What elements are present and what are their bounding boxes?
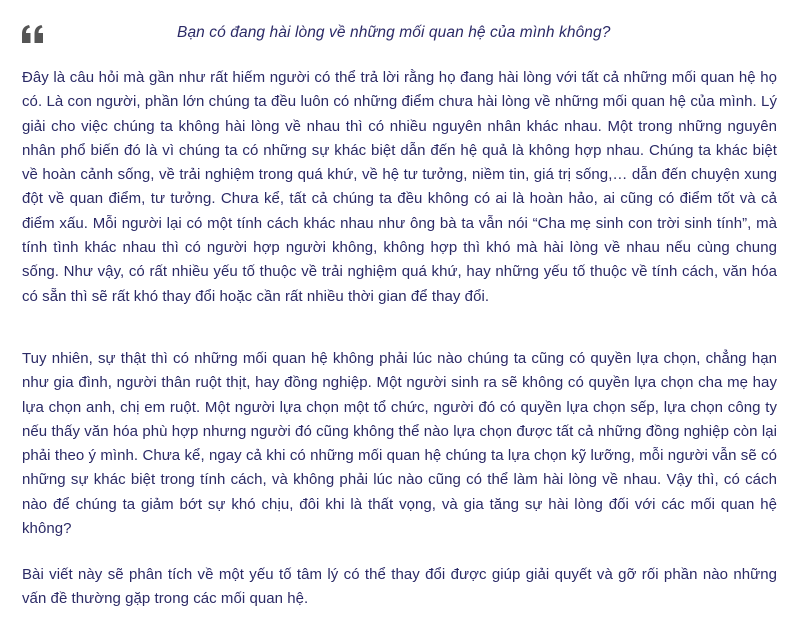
pull-quote — [22, 22, 782, 52]
quote-icon — [22, 25, 44, 43]
paragraph-2: Tuy nhiên, sự thật thì có những mối quan hệ không phải lúc nào chúng ta cũng có quyền lựa chọn, chẳng hạn như gia đình, người thân ruột thịt, hay đồng nghiệp. Một người sinh ra sẽ không có quyền lựa chọn cha mẹ hay lựa chọn anh, chị em ruột. Một người lựa chọn một tổ chức, người đó có quyền lựa chọn sếp, lựa chọn công ty nếu thấy văn hóa phù hợp nhưng người đó cũng không thể nào lựa chọn được tất cả những đồng nghiệp còn lại phải theo ý mình. Chưa kể, ngay cả khi có những mối quan hệ chúng ta lựa chọn kỹ lưỡng, mỗi người vẫn sẽ có những sự khác biệt trong tính cách, và không phải lúc nào cũng có thể làm hài lòng về nhau. Vậy thì, có cách nào để chúng ta giảm bớt sự khó chịu, đôi khi là thất vọng, và gia tăng sự hài lòng đối với các mối quan hệ không? — [22, 350, 777, 538]
quote-text: Bạn có đang hài lòng về những mối quan hệ của mình không? — [177, 24, 611, 41]
paragraph-3: Bài viết này sẽ phân tích về một yếu tố tâm lý có thể thay đổi được giúp giải quyết và gỡ rối phần nào những vấn đề thường gặp trong các mối quan hệ. — [22, 566, 777, 608]
paragraph-1: Đây là câu hỏi mà gần như rất hiếm người có thể trả lời rằng họ đang hài lòng với tất cả những mối quan hệ họ có. Là con người, phần lớn chúng ta đều luôn có những điểm chưa hài lòng về những mối quan hệ của mình. Lý giải cho việc chúng ta không hài lòng về nhau thì có nhiều nguyên nhân khác nhau. Một trong những nguyên nhân phổ biến đó là vì chúng ta có những sự khác biệt dẫn đến hệ quả là không hợp nhau. Chúng ta khác biệt về hoàn cảnh sống, về trải nghiệm trong quá khứ, về hệ tư tưởng, niềm tin, giá trị sống,… dẫn đến chuyện xung đột về quan điểm, tư tưởng. Chưa kể, tất cả chúng ta đều không có ai là hoàn hảo, ai cũng có điểm tốt và cả điểm xấu. Mỗi người lại có một tính cách khác nhau như ông bà ta vẫn nói “Cha mẹ sinh con trời sinh tính”, mà tính tình khác nhau thì có người hợp người không, không hợp thì khó mà hài lòng về nhau nếu cùng chung sống. Như vậy, có rất nhiều yếu tố thuộc về trải nghiệm quá khứ, hay những yếu tố thuộc về tính cách, văn hóa có sẵn thì sẽ rất khó thay đổi hoặc cần rất nhiều thời gian để thay đổi. — [22, 69, 777, 305]
